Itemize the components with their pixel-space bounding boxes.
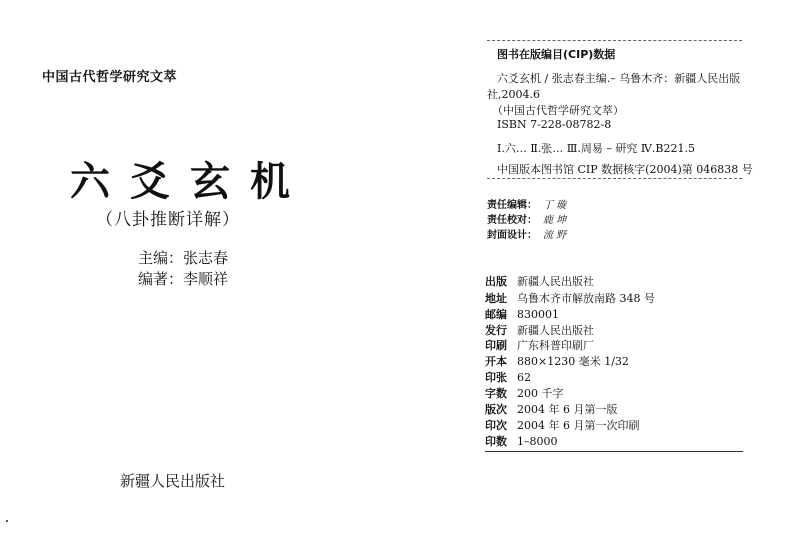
pub-value: 880×1230 毫米 1/32 (517, 355, 629, 368)
compiler: 编著：李顺祥 (138, 270, 229, 288)
editor-label: 责任编辑： (487, 200, 537, 211)
pub-row (485, 385, 564, 401)
pub-value: 乌鲁木齐市解放南路 348 号 (517, 292, 655, 305)
pub-value: 62 (517, 371, 531, 384)
cip-line: 六爻玄机 / 张志春主编.– 乌鲁木齐：新疆人民出版 (497, 72, 741, 85)
pub-value: 新疆人民出版社 (517, 324, 594, 337)
series-title: 中国古代哲学研究文萃 (42, 70, 178, 85)
scan-speck (6, 520, 8, 522)
pub-value: 新疆人民出版社 (517, 275, 594, 288)
pub-key: 邮编 (485, 308, 507, 321)
proofreader (487, 211, 566, 226)
cip-header: 图书在版编目(CIP)数据 (497, 48, 616, 61)
pub-value: 1–8000 (517, 435, 558, 448)
pub-value: 广东科普印刷厂 (517, 339, 594, 352)
editor-label: 责任校对： (487, 215, 537, 226)
cip-bottom-divider (487, 178, 742, 179)
editor-value: 丁 璇 (543, 200, 567, 211)
book-subtitle: （八卦推断详解） (96, 210, 240, 230)
pub-key: 发行 (485, 324, 507, 337)
pub-value: 200 千字 (517, 387, 564, 400)
cip-top-divider (487, 40, 742, 41)
pub-row (485, 273, 594, 289)
cover-designer (487, 226, 566, 241)
pub-row (485, 290, 655, 306)
pub-key: 印刷 (485, 339, 507, 352)
pub-row (485, 322, 594, 338)
pub-row (485, 306, 559, 322)
pub-row (485, 401, 617, 417)
pub-key: 版次 (485, 403, 507, 416)
cip-line: 社,2004.6 (487, 88, 540, 101)
pub-value: 2004 年 6 月第一次印刷 (517, 419, 640, 432)
cip-isbn: ISBN 7-228-08782-8 (497, 118, 612, 131)
cip-classification: Ⅰ.六… Ⅱ.张… Ⅲ.周易 – 研究 Ⅳ.B221.5 (497, 142, 695, 155)
editor-value: 鹿 坤 (543, 215, 567, 226)
editor-value: 流 野 (543, 230, 567, 241)
pub-row (485, 369, 531, 385)
editor-label: 封面设计： (487, 230, 537, 241)
pub-key: 开本 (485, 355, 507, 368)
pub-key: 印次 (485, 419, 507, 432)
pub-value: 2004 年 6 月第一版 (517, 403, 618, 416)
pub-key: 出版 (485, 275, 507, 288)
pub-key: 字数 (485, 387, 507, 400)
pub-row (485, 337, 594, 353)
pub-row (485, 433, 558, 449)
pub-value: 830001 (517, 308, 559, 321)
pub-key: 印数 (485, 435, 507, 448)
publisher-name: 新疆人民出版社 (120, 472, 226, 490)
pub-row (485, 353, 629, 369)
chief-editor: 主编：张志春 (138, 249, 229, 267)
cip-record-number: 中国版本图书馆 CIP 数据核字(2004)第 046838 号 (497, 163, 753, 176)
bottom-rule (485, 451, 743, 452)
pub-key: 印张 (485, 371, 507, 384)
book-title: 六爻玄机 (70, 158, 310, 205)
responsible-editor (487, 196, 566, 211)
cip-line: （中国古代哲学研究文萃） (492, 104, 624, 117)
pub-row (485, 417, 639, 433)
pub-key: 地址 (485, 292, 507, 305)
